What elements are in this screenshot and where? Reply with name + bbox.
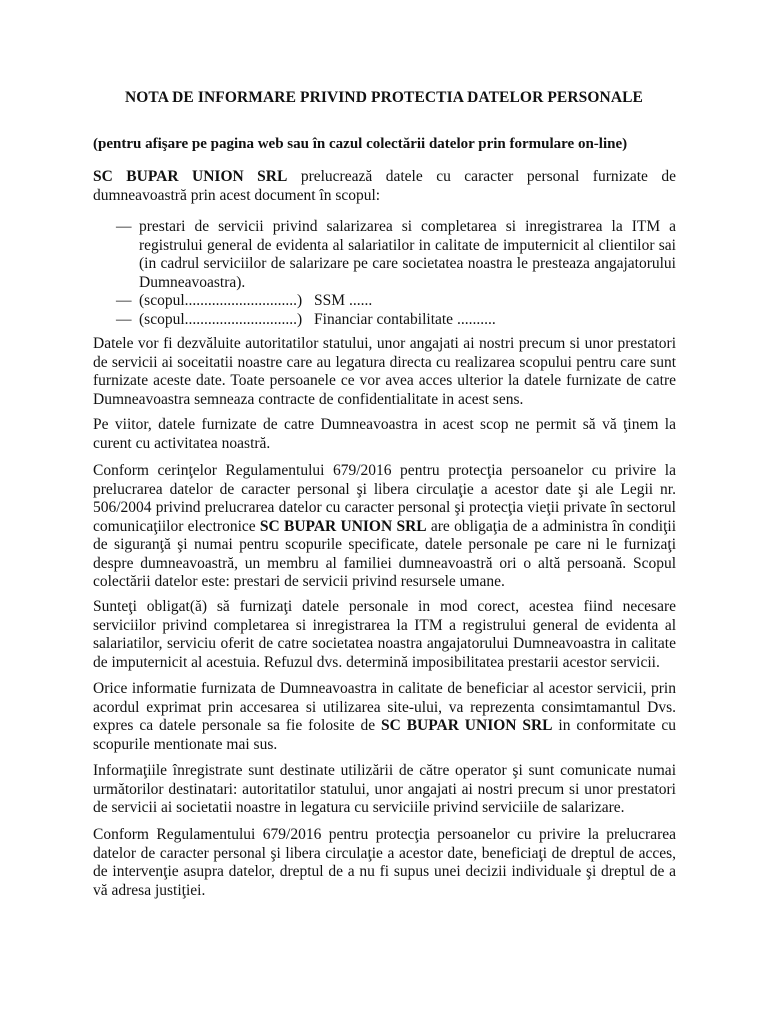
list-item-tail: Financiar contabilitate .......... bbox=[314, 310, 496, 328]
document-title: NOTA DE INFORMARE PRIVIND PROTECTIA DATELOR PERSONALE bbox=[124, 89, 643, 106]
list-item-text: prestari de servicii privind salarizarea si completarea si inregistrarea la ITM a registrului general de evidenta al salariatilor in calitate de imputernicit al clientilor sai (in cadrul serviciilor de salarizare pe care societatea noastra le presteaza angajatorului Dumneavoastra). bbox=[139, 218, 676, 291]
purpose-list bbox=[116, 218, 676, 329]
obligation-paragraph: Sunteţi obligat(ă) să furnizaţi datele personale in mod corect, acestea fiind necesare serviciilor privind completarea si inregistrarea la ITM a registrului general de evidenta al salariatilor, serviciu oferit de catre societatea noastra angajatorului Dumneavoastra in calitate de imputernicit al acestuia. Refuzul dvs. determină imposibilitatea prestarii acestor servicii. bbox=[93, 598, 676, 671]
recipients-paragraph: Informaţiile înregistrate sunt destinate utilizării de către operator şi sunt comunicate numai următorilor destinatari: autoritatilor statului, unor angajati ai nostri precum si unor prestatori de servicii ai societatii noastre in legatura cu serviciile privind serviciile de salarizare. bbox=[93, 762, 676, 816]
dash-bullet-icon: — bbox=[116, 310, 132, 328]
company-name: SC BUPAR UNION SRL bbox=[381, 717, 553, 734]
company-name: SC BUPAR UNION SRL bbox=[259, 517, 427, 535]
dash-bullet-icon: — bbox=[116, 292, 132, 309]
list-item-text: (scopul.............................) bbox=[139, 310, 303, 328]
consent-text-b: in conformitate cu scopurile mentionate mai sus. bbox=[93, 717, 677, 753]
list-item-text: (scopul.............................) bbox=[139, 292, 303, 309]
rights-paragraph: Conform Regulamentului 679/2016 pentru protecţia persoanelor cu privire la prelucrarea datelor de caracter personal şi libera circulaţie a acestor date, beneficiaţi de dreptul de acces, de intervenţie asupra datelor, dreptul de a nu fi supus unei decizii individuale şi dreptul de a vă adresa justiţiei. bbox=[93, 826, 676, 899]
list-item bbox=[116, 311, 676, 330]
disclosure-paragraph: Datele vor fi dezvăluite autoritatilor statului, unor angajati ai nostri precum si unor prestatori de servicii ai soceitatii noastre care au legatura directa cu realizarea scopului pentru care sunt furnizate aceste date. Toate persoanele ce vor avea acces ulterior la datele furnizate de catre Dumneavoastra semneaza contracte de confidentialitate in acest sens. bbox=[93, 335, 676, 408]
list-item bbox=[116, 218, 676, 292]
list-item-tail: SSM ...... bbox=[314, 292, 373, 309]
regulation-text-a: Conform cerinţelor Regulamentului 679/2016 pentru protecţia persoanelor cu privire la prelucrarea datelor de caracter personal şi libera circulaţie a acestor date şi ale Legii nr. 506/2004 privind prelucrarea datelor cu caracter personal şi protecţia vieţii private în sectorul comunicaţiilor electronice bbox=[93, 462, 676, 535]
company-name: SC BUPAR UNION SRL bbox=[93, 168, 288, 185]
consent-paragraph bbox=[93, 680, 676, 754]
list-item bbox=[116, 292, 676, 311]
document-subtitle: (pentru afişare pe pagina web sau în cazul colectării datelor prin formulare on-line) bbox=[93, 136, 628, 152]
consent-text-a: Orice informatie furnizata de Dumneavoastra in calitate de beneficiar al acestor servicii, prin acordul exprimat prin accesarea si utilizarea site-ului, va reprezenta consimtamantul Dvs. expres ca datele personale sa fie folosite de bbox=[93, 680, 676, 734]
intro-text: prelucrează datele cu caracter personal furnizate de dumneavoastră prin acest document în scopul: bbox=[93, 168, 676, 204]
intro-paragraph bbox=[93, 168, 676, 205]
dash-bullet-icon: — bbox=[116, 218, 132, 235]
regulation-paragraph bbox=[93, 462, 676, 592]
future-use-paragraph: Pe viitor, datele furnizate de catre Dumneavoastra in acest scop ne permit să vă ţinem la curent cu activitatea noastră. bbox=[93, 416, 676, 452]
regulation-text-b: are obligaţia de a administra în condiţii de siguranţă şi numai pentru scopurile specificate, datele personale pe care ni le furnizaţi despre dumneavoastră, un membru al familiei dumneavoastră ori o altă persoană. Scopul colectării datelor este: prestari de servicii privind resursele umane. bbox=[93, 517, 677, 590]
